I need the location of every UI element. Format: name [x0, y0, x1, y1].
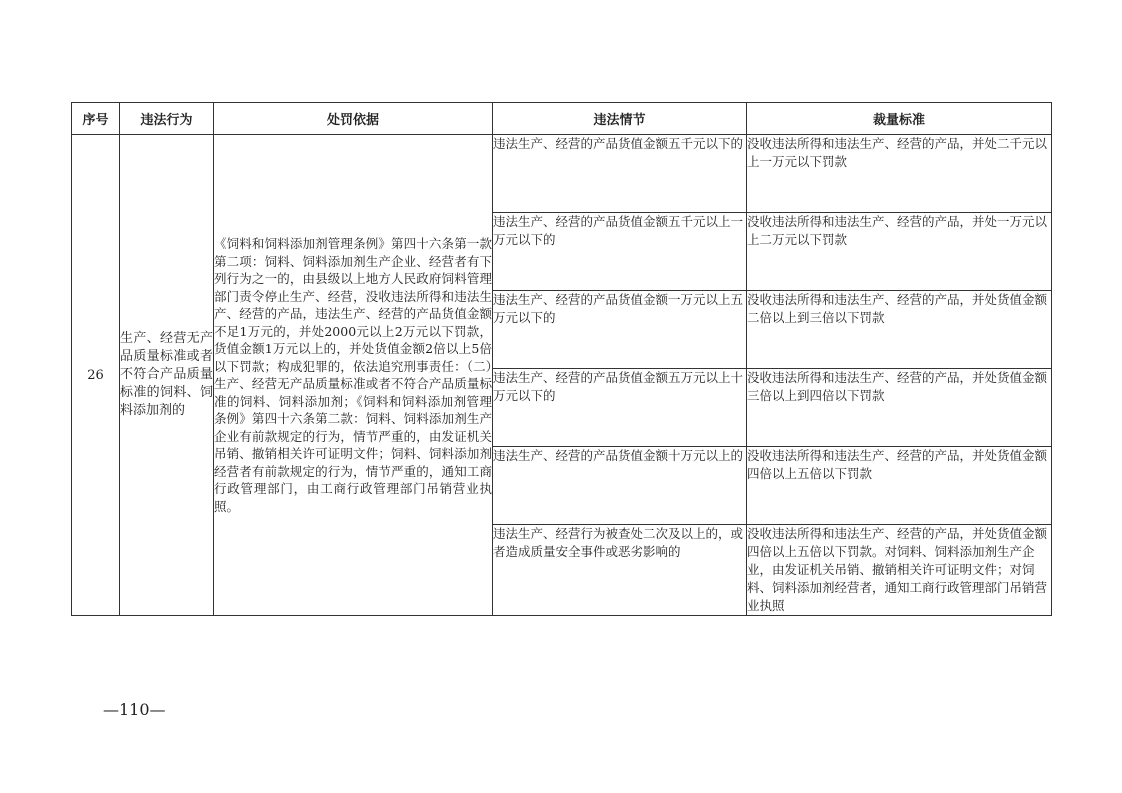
table-row	[72, 135, 1052, 213]
standard-cell: 没收违法所得和违法生产、经营的产品，并处二千元以上一万元以下罚款	[747, 135, 1052, 213]
table-header-row	[72, 103, 1052, 135]
circumstance-cell: 违法生产、经营的产品货值金额十万元以上的	[493, 447, 747, 525]
header-basis: 处罚依据	[214, 103, 493, 135]
circumstance-cell: 违法生产、经营行为被查处二次及以上的，或者造成质量安全事件或恶劣影响的	[493, 525, 747, 616]
standard-cell: 没收违法所得和违法生产、经营的产品，并处货值金额四倍以上五倍以下罚款。对饲料、饲料添加剂生产企业，由发证机关吊销、撤销相关许可证明文件；对饲料、饲料添加剂经营者，通知工商行政管理部门吊销营业执照	[747, 525, 1052, 616]
page-number: —110—	[103, 700, 166, 719]
header-circumstance: 违法情节	[493, 103, 747, 135]
circumstance-cell: 违法生产、经营的产品货值金额五千元以下的	[493, 135, 747, 213]
violation-behavior: 生产、经营无产品质量标准或者不符合产品质量标准的饲料、饲料添加剂的	[120, 135, 214, 616]
circumstance-cell: 违法生产、经营的产品货值金额五万元以上十万元以下的	[493, 369, 747, 447]
penalty-standards-table	[71, 102, 1052, 616]
standard-cell: 没收违法所得和违法生产、经营的产品，并处货值金额三倍以上到四倍以下罚款	[747, 369, 1052, 447]
standard-cell: 没收违法所得和违法生产、经营的产品，并处一万元以上二万元以下罚款	[747, 213, 1052, 291]
header-standard: 裁量标准	[747, 103, 1052, 135]
header-no: 序号	[72, 103, 120, 135]
circumstance-cell: 违法生产、经营的产品货值金额一万元以上五万元以下的	[493, 291, 747, 369]
standard-cell: 没收违法所得和违法生产、经营的产品，并处货值金额二倍以上到三倍以下罚款	[747, 291, 1052, 369]
row-number: 26	[72, 135, 120, 616]
standard-cell: 没收违法所得和违法生产、经营的产品，并处货值金额四倍以上五倍以下罚款	[747, 447, 1052, 525]
circumstance-cell: 违法生产、经营的产品货值金额五千元以上一万元以下的	[493, 213, 747, 291]
header-behavior: 违法行为	[120, 103, 214, 135]
penalty-basis: 《饲料和饲料添加剂管理条例》第四十六条第一款第二项：饲料、饲料添加剂生产企业、经营者有下列行为之一的，由县级以上地方人民政府饲料管理部门责令停止生产、经营，没收违法所得和违法生产、经营的产品，违法生产、经营的产品货值金额不足1万元的，并处2000元以上2万元以下罚款，货值金额1万元以上的，并处货值金额2倍以上5倍以下罚款；构成犯罪的，依法追究刑事责任：（二）生产、经营无产品质量标准或者不符合产品质量标准的饲料、饲料添加剂；《饲料和饲料添加剂管理条例》第四十六条第二款：饲料、饲料添加剂生产企业有前款规定的行为，情节严重的，由发证机关吊销、撤销相关许可证明文件；饲料、饲料添加剂经营者有前款规定的行为，情节严重的，通知工商行政管理部门，由工商行政管理部门吊销营业执照。	[214, 135, 493, 616]
